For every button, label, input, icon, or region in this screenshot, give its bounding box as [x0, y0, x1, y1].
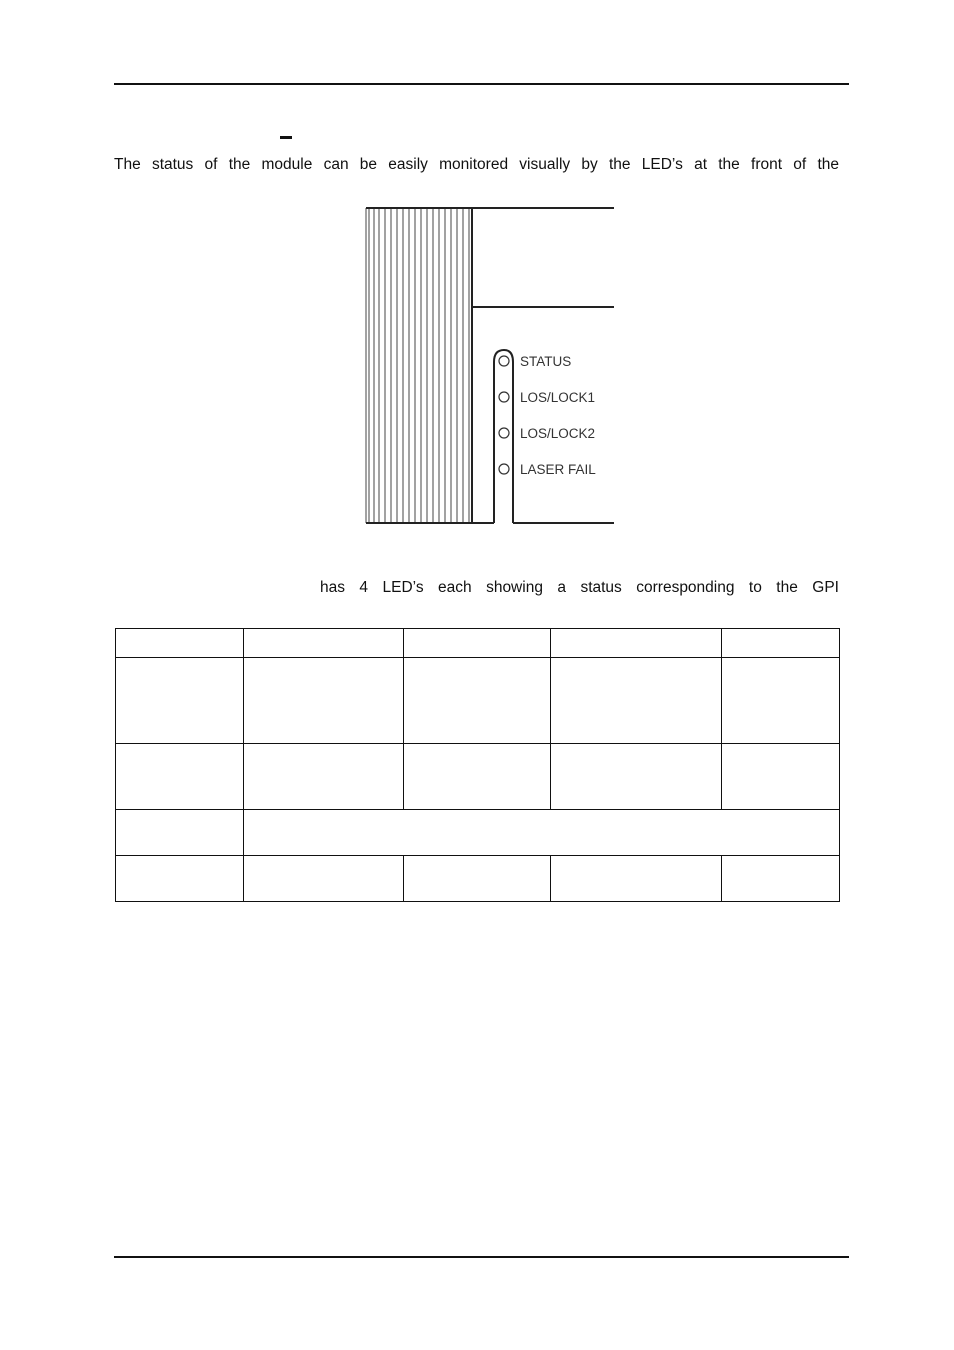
laser-fail-led-icon [499, 464, 509, 474]
table-row [116, 629, 840, 658]
table-row [116, 856, 840, 902]
los-lock1-led-icon [499, 392, 509, 402]
led-indicators [499, 356, 509, 474]
table-cell [244, 658, 404, 744]
header-rule [114, 83, 849, 85]
intro-paragraph: The status of the module can be easily monitored visually by the LED’s at the front of the [114, 156, 839, 173]
table-cell [551, 856, 722, 902]
table-cell [551, 658, 722, 744]
heatsink-fins [366, 208, 469, 523]
heading-dash [280, 136, 292, 139]
led-label-laser-fail: LASER FAIL [520, 462, 596, 477]
table-cell [404, 744, 551, 810]
table-cell [116, 810, 244, 856]
module-front-panel-figure [362, 202, 616, 528]
table-cell [244, 744, 404, 810]
table-row [116, 658, 840, 744]
table-cell [244, 629, 404, 658]
table-cell [116, 744, 244, 810]
table-cell [116, 658, 244, 744]
table-cell [722, 856, 840, 902]
table-cell [244, 856, 404, 902]
table-cell [722, 658, 840, 744]
led-label-status: STATUS [520, 354, 572, 369]
table-cell [116, 629, 244, 658]
led-label-los-lock1: LOS/LOCK1 [520, 390, 596, 405]
table-cell [722, 629, 840, 658]
status-led-icon [499, 356, 509, 366]
table-merged-cell [244, 810, 840, 856]
table-row [116, 744, 840, 810]
los-lock2-led-icon [499, 428, 509, 438]
table-cell [404, 658, 551, 744]
led-label-los-lock2: LOS/LOCK2 [520, 426, 596, 441]
table-row [116, 810, 840, 856]
table-cell [404, 856, 551, 902]
footer-rule [114, 1256, 849, 1258]
led-status-table [115, 628, 840, 902]
table-cell [722, 744, 840, 810]
table-cell [404, 629, 551, 658]
leds-paragraph: has 4 LED’s each showing a status corresponding to the GPI [320, 579, 839, 596]
table-cell [551, 744, 722, 810]
table-cell [116, 856, 244, 902]
table-cell [551, 629, 722, 658]
